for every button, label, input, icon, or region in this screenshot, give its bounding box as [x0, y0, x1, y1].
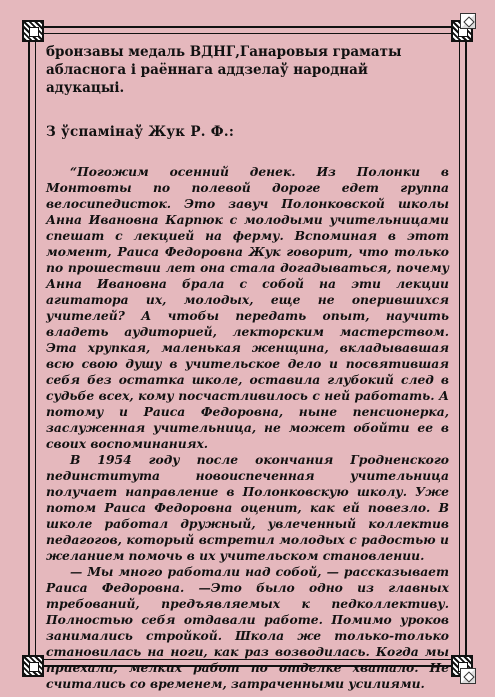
intro-paragraph: бронзавы медаль ВДНГ,Ганаровыя граматы абласнога і раённага аддзелаў народнай адукацыі.	[46, 44, 402, 96]
decorative-emblem-bottom-right	[460, 668, 476, 684]
page-content	[46, 43, 449, 691]
memoir-paragraph-3: — Мы много работали над собой, — рассказывает Раиса Федоровна. —Это было одно из главных требований, предъявляемых к педколлективу. Полностью себя отдавали работе. Помимо уроков занимались стройкой. Школа же только-только становилась на ноги, как раз возводилась. Когда мы приехали, мелких работ по отделке хватало. Не считались со временем, затраченными усилиями.	[46, 564, 449, 691]
memoir-heading: З ўспамінаў Жук Р. Ф.:	[46, 124, 235, 140]
corner-ornament-top-left	[22, 20, 44, 42]
memoir-paragraph-2: В 1954 году после окончания Гродненского пединститута новоиспеченная учительница получает направление в Полонковскую школу. Уже потом Раиса Федоровна оценит, как ей повезло. В школе работал дружный, увлеченный коллектив педагогов, который встретил молодых с радостью и желанием помочь в их учительском становлении.	[46, 452, 449, 563]
memoir-paragraph-1: “Погожим осенний денек. Из Полонки в Монтовты по полевой дороге едет группа велосипедисток. Это завуч Полонковской школы Анна Ивановна Карпюк с молодыми учительницами спешат с лекцией на ферму. Вспоминая в этот момент, Раиса Федоровна Жук говорит, что только по прошествии лет она стала догадываться, почему Анна Ивановна брала с собой на эти лекции агитатора их, молодых, еще не оперившихся учителей? А чтобы передать опыт, научить владеть аудиторией, лекторским мастерством. Эта хрупкая, маленькая женщина, вкладывавшая всю свою душу в учительское дело и посвятившая себя без остатка школе, оставила глубокий след в судьбе всех, кому посчастливилось с ней работать. А потому и Раиса Федоровна, ныне пенсионерка, заслуженная учительница, не может обойти ее в своих воспоминаниях.	[46, 164, 449, 451]
decorative-emblem-top-right	[460, 13, 476, 29]
memoir-body	[46, 164, 449, 692]
corner-ornament-bottom-left	[22, 655, 44, 677]
